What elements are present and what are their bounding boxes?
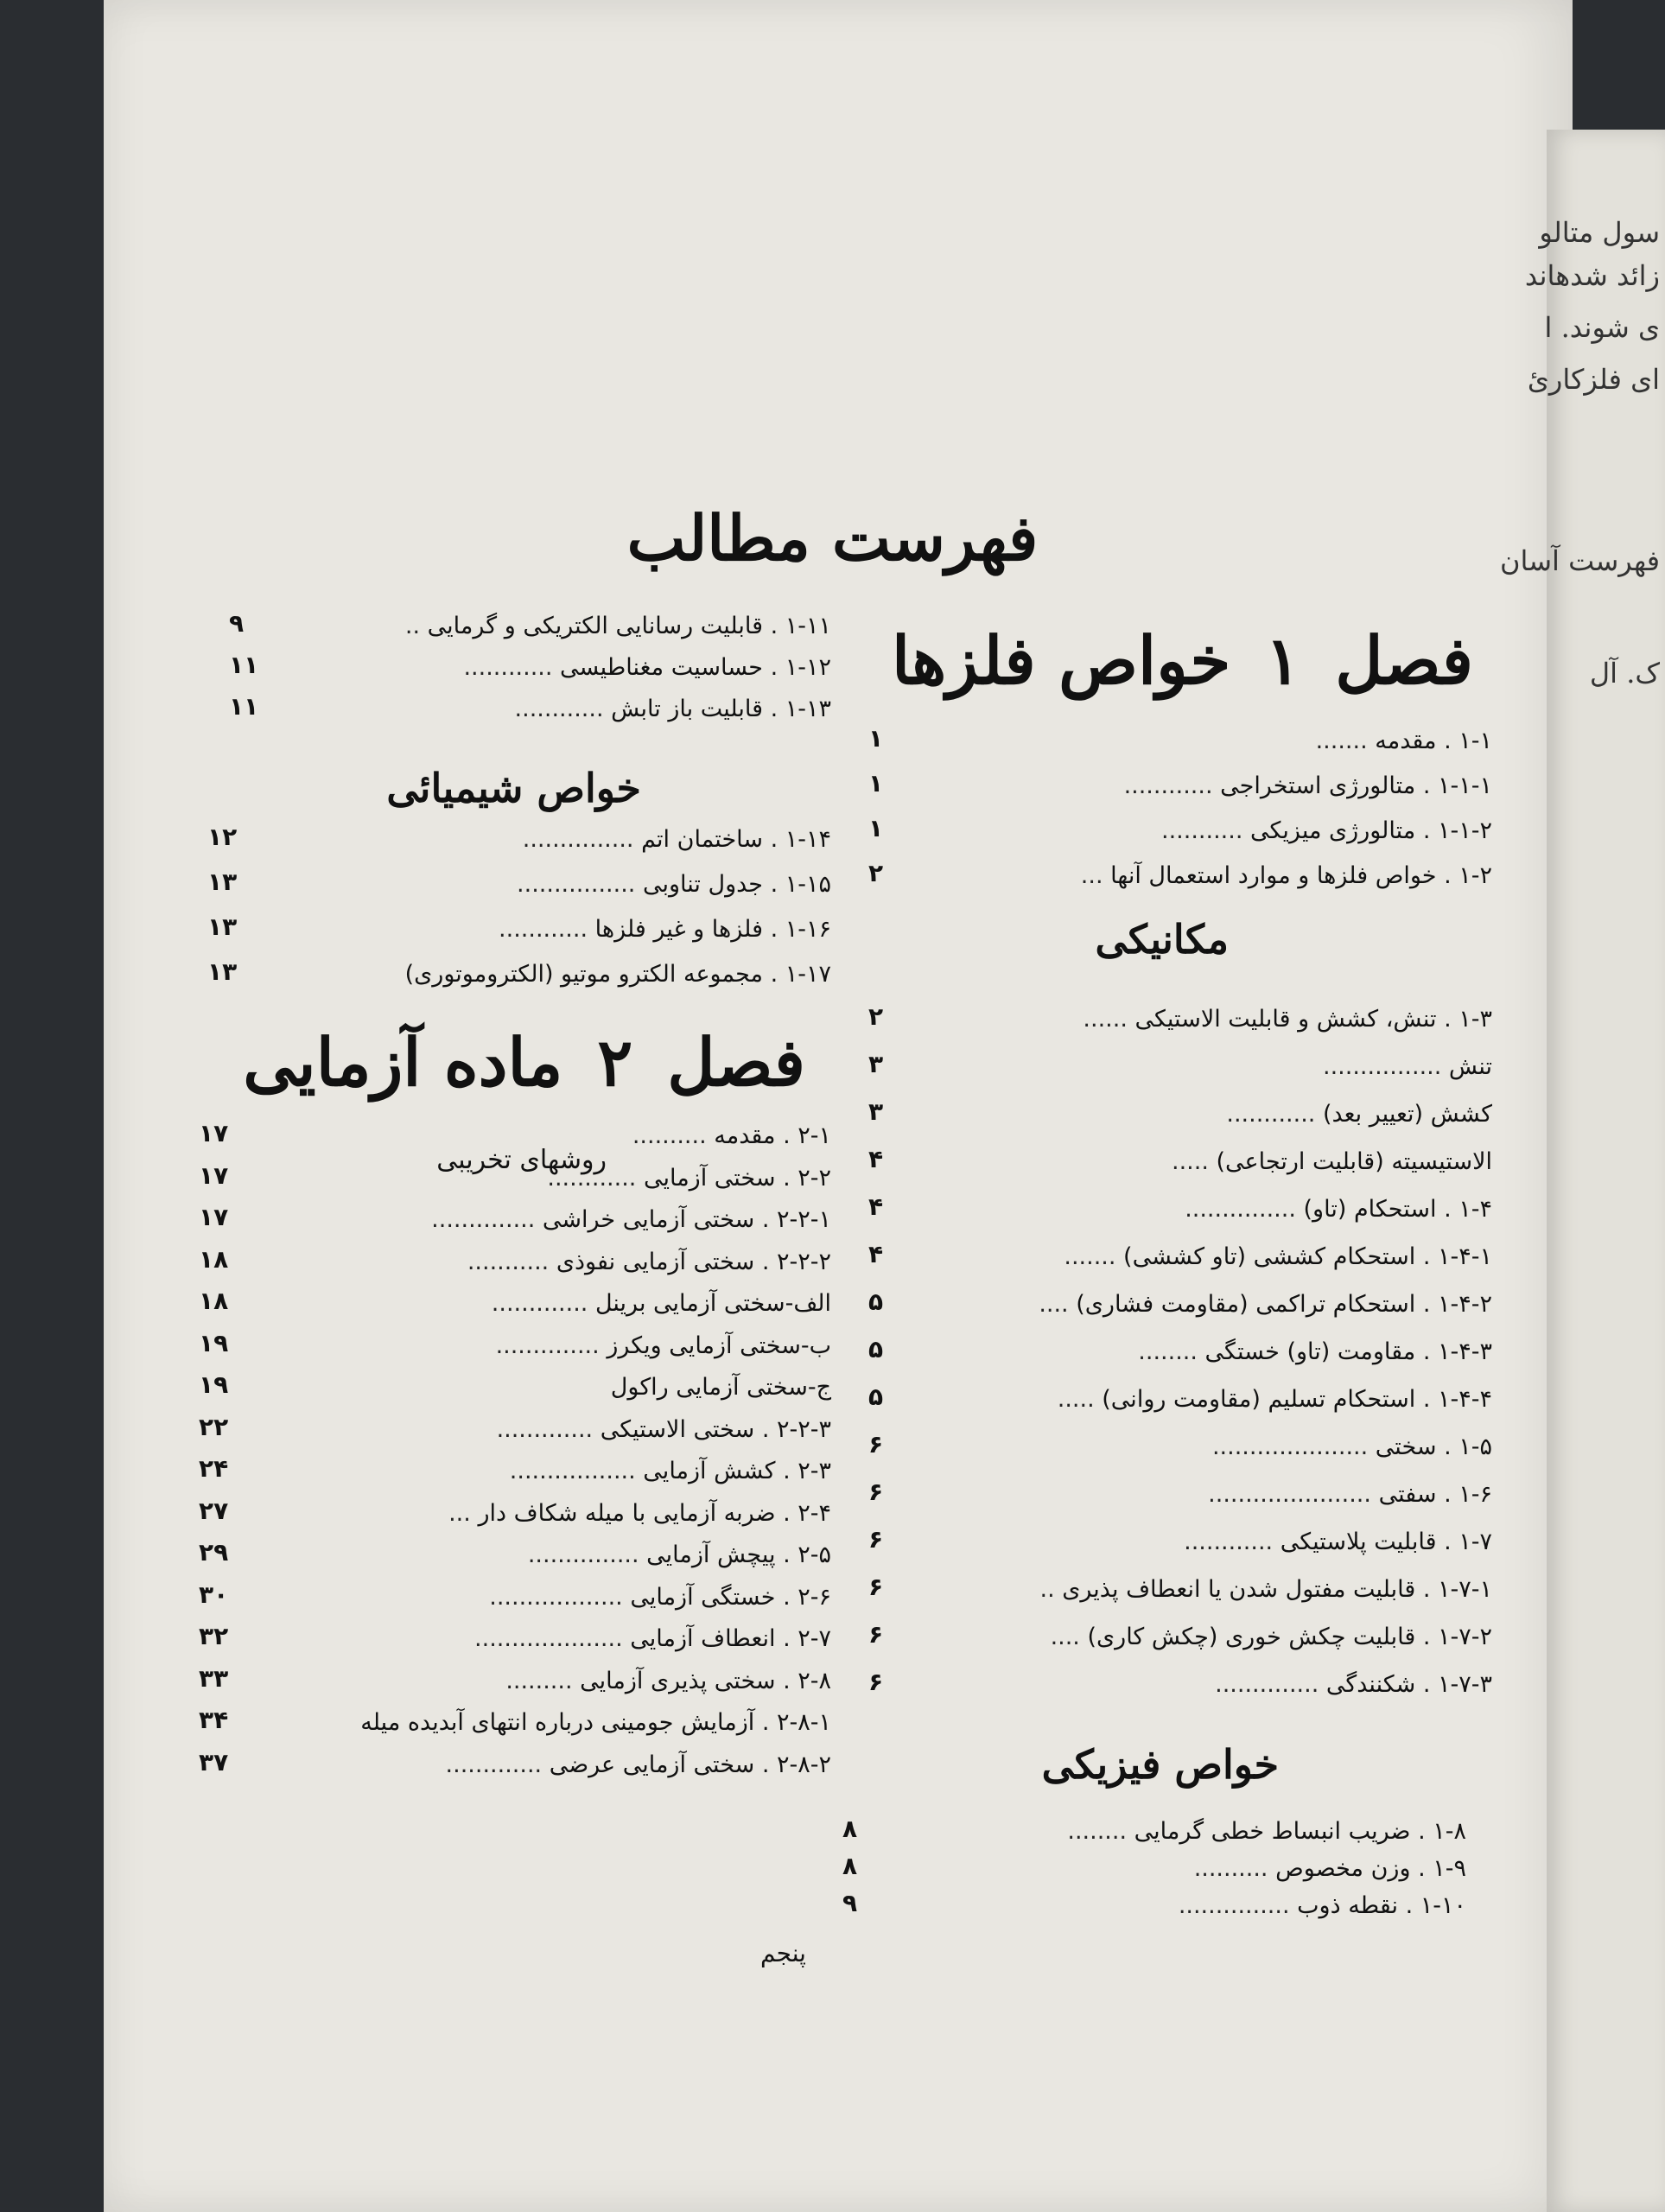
toc-page-number: ۱ [868,814,884,842]
toc-entry-text: الاستیسیته (قابلیت ارتجاعی) [1216,1148,1492,1175]
leader-dots: ... [1080,862,1111,889]
toc-entry-text: ۲-۷ . انعطاف آزمایی [630,1625,831,1652]
toc-entry [510,1454,831,1489]
adjacent-page-text: ای فلزکارئ [1527,363,1660,396]
toc-entry-text: ۱-۶ . سفتی [1378,1481,1492,1508]
toc-entry [1051,1620,1492,1655]
toc-entry [1226,1097,1492,1132]
toc-entry-text: ۱-۱۷ . مجموعه الکترو موتیو (الکتروموتوری) [404,961,831,988]
toc-page-number: ۱۱ [229,651,259,679]
leader-dots: ............ [514,696,612,722]
adjacent-page-text: زائد شدهاند [1524,259,1660,292]
adjacent-page-text: ی شوند. ا [1544,311,1660,344]
toc-entry-text: ۱-۲ . خواص فلزها و موارد استعمال آنها [1110,862,1492,889]
toc-page-number: ۳ [868,1097,884,1126]
toc-page-number: ۸ [842,1815,858,1843]
toc-entry-text: ۲-۴ . ضربه آزمایی با میله شکاف دار [478,1499,831,1527]
toc-entry-text: ج-سختی آزمایی راکول [610,1374,831,1401]
toc-entry [1058,1382,1492,1417]
toc-entry-text: کشش (تعییر بعد) [1322,1101,1492,1128]
toc-entry [489,1580,831,1615]
toc-entry-text: ۱-۱۳ . قابلیت باز تابش [611,696,831,722]
toc-entry [1040,1573,1493,1607]
toc-entry-text: ۱-۴ . استحکام (تاو) [1303,1196,1492,1223]
leader-dots: ........ [1138,1338,1205,1365]
toc-page-number: ۹ [229,609,245,638]
toc-entry-text: ۲-۲-۳ . سختی الاستیکی [600,1415,831,1443]
toc-entry [523,823,831,857]
toc-page-number: ۹ [842,1889,858,1917]
toc-entry-text: ۲-۲ . سختی آزمایی [643,1164,831,1192]
toc-entry-text: ۱-۱۱ . قابلیت رسانایی الکتریکی و گرمایی [427,613,831,639]
toc-entry [517,868,831,902]
toc-page-number: ۴ [868,1192,884,1221]
page-title: فهرست مطالب [626,501,1039,575]
section-heading-mechanical: مکانیکی [1095,916,1229,963]
toc-entry [1208,1478,1492,1512]
toc-entry [496,1329,831,1363]
toc-entry [497,1413,831,1447]
leader-dots: ............ [1226,1101,1323,1128]
chapter-2-heading [243,1024,805,1101]
toc-entry [474,1622,831,1656]
toc-page-number: ۵ [868,1335,884,1363]
toc-page-number: ۶ [868,1573,884,1601]
leader-dots: .............. [431,1206,543,1233]
toc-page-number: ۱۱ [229,692,259,721]
adjacent-page [1499,130,1665,2212]
toc-entry [515,692,831,727]
leader-dots: .. [1039,1576,1063,1603]
leader-dots: ....... [1315,728,1376,754]
leader-dots: ............... [527,1541,647,1568]
toc-page-number: ۱۷ [199,1119,229,1147]
toc-page-number: ۱۸ [199,1287,229,1315]
toc-page-number: ۲ [868,1002,884,1031]
toc-entry [463,651,831,685]
toc-entry-text: ۱-۷-۳ . شکنندگی [1325,1671,1492,1698]
toc-page-number: ۱۷ [199,1203,229,1231]
toc-entry [1184,1525,1492,1560]
toc-page-number: ۲۹ [199,1538,229,1567]
toc-page-number: ۶ [868,1668,884,1696]
toc-entry-text: ۱-۱۲ . حساسیت مغناطیسی [560,654,831,681]
leader-dots: ......... [505,1667,581,1694]
leader-dots: ................ [1323,1053,1449,1080]
toc-entry [547,1161,831,1196]
leader-dots: ..................... [1211,1433,1376,1460]
toc-page-number: ۸ [842,1852,858,1880]
toc-page-number: ۳۳ [199,1663,229,1693]
leader-dots: ...... [1083,1006,1135,1033]
leader-dots: .............. [495,1332,607,1359]
toc-page-number: ۵ [868,1287,884,1316]
toc-entry [1039,1287,1492,1322]
toc-page-number: ۱۹ [199,1328,229,1357]
handwritten-annotation: روشهای تخریبی [436,1145,607,1175]
toc-page-number: ۱ [868,724,884,753]
leader-dots: ............ [463,654,561,681]
adjacent-page-text: سول متالو [1539,216,1660,249]
toc-page-number: ۴ [868,1145,884,1173]
toc-entry-text: ۱-۹ . وزن مخصوص [1275,1855,1466,1882]
toc-entry-text: ۱-۱-۲ . متالورژی میزیکی [1250,817,1492,844]
adjacent-page-text: فهرست آسان [1499,544,1660,577]
leader-dots: ................. [509,1458,644,1484]
toc-entry-text: ۲-۶ . خستگی آزمایی [630,1583,831,1611]
leader-dots: ............... [1185,1196,1304,1223]
toc-page-number: ۳ [868,1050,884,1078]
leader-dots: ..... [1057,1386,1103,1413]
toc-entry-text: ۱-۱ . مقدمه [1375,728,1492,754]
toc-entry [1081,859,1492,893]
toc-page-number: ۱۳ [207,957,238,986]
leader-dots: .................. [489,1583,631,1611]
leader-dots: .......... [1193,1855,1276,1882]
toc-entry-text: ۱-۸ . ضریب انبساط خطی گرمایی [1134,1818,1466,1845]
toc-page-number: ۶ [868,1525,884,1554]
leader-dots: ........ [1067,1818,1134,1845]
toc-page-number: ۲۲ [199,1412,229,1441]
toc-entry [1161,814,1492,849]
toc-entry [405,609,831,644]
toc-entry [360,1706,831,1740]
toc-entry [405,957,831,992]
toc-entry-text: ۱-۵ . سختی [1375,1433,1492,1460]
leader-dots: .. [404,613,428,639]
chapter-number: ۲ [597,1024,633,1101]
toc-entry [632,1119,831,1154]
toc-page-number: ۳۴ [199,1706,229,1734]
leader-dots: .... [1050,1624,1088,1650]
toc-entry [611,1370,831,1405]
toc-entry-text: ۱-۴-۴ . استحکام تسلیم (مقاومت روانی) [1102,1386,1492,1413]
toc-entry [499,912,831,947]
toc-page-number: ۶ [868,1478,884,1506]
chapter-1-heading [892,622,1473,699]
leader-dots: .......... [632,1122,715,1149]
leader-dots: ............... [522,826,642,853]
toc-entry [1124,769,1492,804]
toc-entry-text: ۱-۴-۲ . استحکام تراکمی (مقاومت فشاری) [1076,1291,1492,1318]
leader-dots: ..... [1172,1148,1217,1175]
chapter-number: ۱ [1265,622,1301,699]
toc-page-number: ۲۷ [199,1496,229,1525]
section-heading-chemical: خواص شیمیائی [386,765,641,811]
toc-entry-text: ۱-۱-۱ . متالورژی استخراجی [1220,772,1492,799]
leader-dots: ............... [1178,1892,1298,1919]
toc-entry-text: ۲-۸-۱ . آزمایش جومینی درباره انتهای آبدیده میله [360,1709,831,1736]
leader-dots: ............. [445,1751,550,1778]
toc-page-number: ۲ [868,859,884,887]
chapter-label: فصل [667,1024,805,1101]
page-footer: پنجم [760,1939,806,1967]
toc-entry-text: الف-سختی آزمایی برینل [594,1290,831,1317]
toc-entry [1138,1335,1492,1370]
toc-entry [1172,1145,1492,1179]
toc-entry-text: ب-سختی آزمایی ویکرز [607,1332,831,1359]
toc-entry-text: ۱-۷ . قابلیت پلاستیکی [1280,1529,1492,1555]
toc-page-number: ۳۷ [199,1747,229,1777]
toc-entry [446,1748,831,1783]
toc-page-number: ۵ [868,1382,884,1411]
chapter-label: فصل [1335,622,1473,699]
leader-dots: ............. [496,1415,601,1443]
toc-page-number: ۳۲ [199,1622,229,1650]
leader-dots: ................ [517,871,643,898]
toc-entry-text: ۱-۱۶ . فلزها و غیر فلزها [594,916,831,943]
toc-entry-text: ۲-۸-۲ . سختی آزمایی عرضی [549,1751,831,1778]
toc-page-number: ۶ [868,1620,884,1649]
toc-entry-text: ۲-۵ . پیچش آزمایی [646,1541,831,1568]
toc-entry-text: ۲-۲-۱ . سختی آزمایی خراشی [542,1206,831,1233]
toc-page-number: ۱۷ [199,1160,229,1190]
leader-dots: ....... [1064,1243,1124,1270]
toc-entry-text: ۱-۳ . تنش، کشش و قابلیت الاستیکی [1134,1006,1492,1033]
toc-page-number: ۲۴ [199,1454,229,1483]
toc-page-number: ۱۲ [207,823,238,851]
toc-entry [1067,1815,1466,1849]
toc-entry [492,1287,831,1321]
toc-entry-text: ۱-۱۰ . نقطه ذوب [1297,1892,1466,1919]
leader-dots: ............ [499,916,595,943]
leader-dots: ...................... [1208,1481,1379,1508]
section-heading-physical: خواص فیزیکی [1041,1741,1279,1788]
toc-entry [1064,1240,1492,1274]
toc-entry [1083,1002,1492,1037]
toc-entry-text: ۱-۱۵ . جدول تناوبی [642,871,831,898]
toc-entry-text: ۲-۱ . مقدمه [714,1122,831,1149]
chapter-name: ماده آزمایی [243,1024,563,1101]
leader-dots: ............. [491,1290,595,1317]
toc-entry-text: ۲-۲-۲ . سختی آزمایی نفوذی [556,1248,831,1275]
toc-entry-text: ۱-۷-۱ . قابلیت مفتول شدن یا انعطاف پذیری [1062,1576,1492,1603]
toc-page-number: ۱۹ [199,1370,229,1399]
toc-entry-text: ۲-۳ . کشش آزمایی [643,1458,831,1484]
toc-entry-text: ۱-۱۴ . ساختمان اتم [641,826,831,853]
toc-entry [1316,724,1492,759]
toc-page-number: ۶ [868,1430,884,1459]
toc-entry [431,1203,831,1237]
adjacent-page-text: ک. آل [1589,657,1660,690]
toc-page-number: ۱ [868,769,884,798]
toc-entry [1194,1852,1466,1886]
toc-entry-text: ۱-۴-۳ . مقاومت (تاو) خستگی [1204,1338,1492,1365]
toc-page-number: ۱۸ [199,1244,229,1274]
toc-entry [1323,1050,1492,1084]
leader-dots: .... [1039,1291,1077,1318]
leader-dots: .............. [1215,1671,1326,1698]
leader-dots: ............ [1123,772,1221,799]
leader-dots: ... [448,1499,479,1527]
toc-entry [1215,1668,1492,1702]
leader-dots: .................... [474,1625,631,1652]
toc-entry [528,1538,831,1573]
toc-page-number: ۴ [868,1240,884,1268]
leader-dots: ............ [547,1164,644,1192]
toc-entry [505,1664,831,1699]
toc-entry-text: ۲-۸ . سختی پذیری آزمایی [580,1667,831,1694]
leader-dots: ............ [1184,1529,1281,1555]
toc-entry [1212,1430,1492,1465]
toc-entry [1185,1192,1492,1227]
toc-entry [1179,1889,1466,1923]
toc-entry [467,1245,831,1280]
toc-entry [448,1497,831,1531]
toc-entry-text: ۱-۴-۱ . استحکام کششی (تاو کششی) [1123,1243,1492,1270]
leader-dots: ........... [1161,817,1250,844]
leader-dots: ........... [467,1248,556,1275]
toc-page-number: ۱۳ [207,912,238,941]
toc-page-number: ۱۳ [207,868,238,896]
chapter-name: خواص فلزها [892,622,1231,699]
toc-page-number: ۳۰ [199,1580,229,1609]
toc-entry-text: تنش [1448,1053,1492,1080]
toc-entry-text: ۱-۷-۲ . قابلیت چکش خوری (چکش کاری) [1087,1624,1492,1650]
